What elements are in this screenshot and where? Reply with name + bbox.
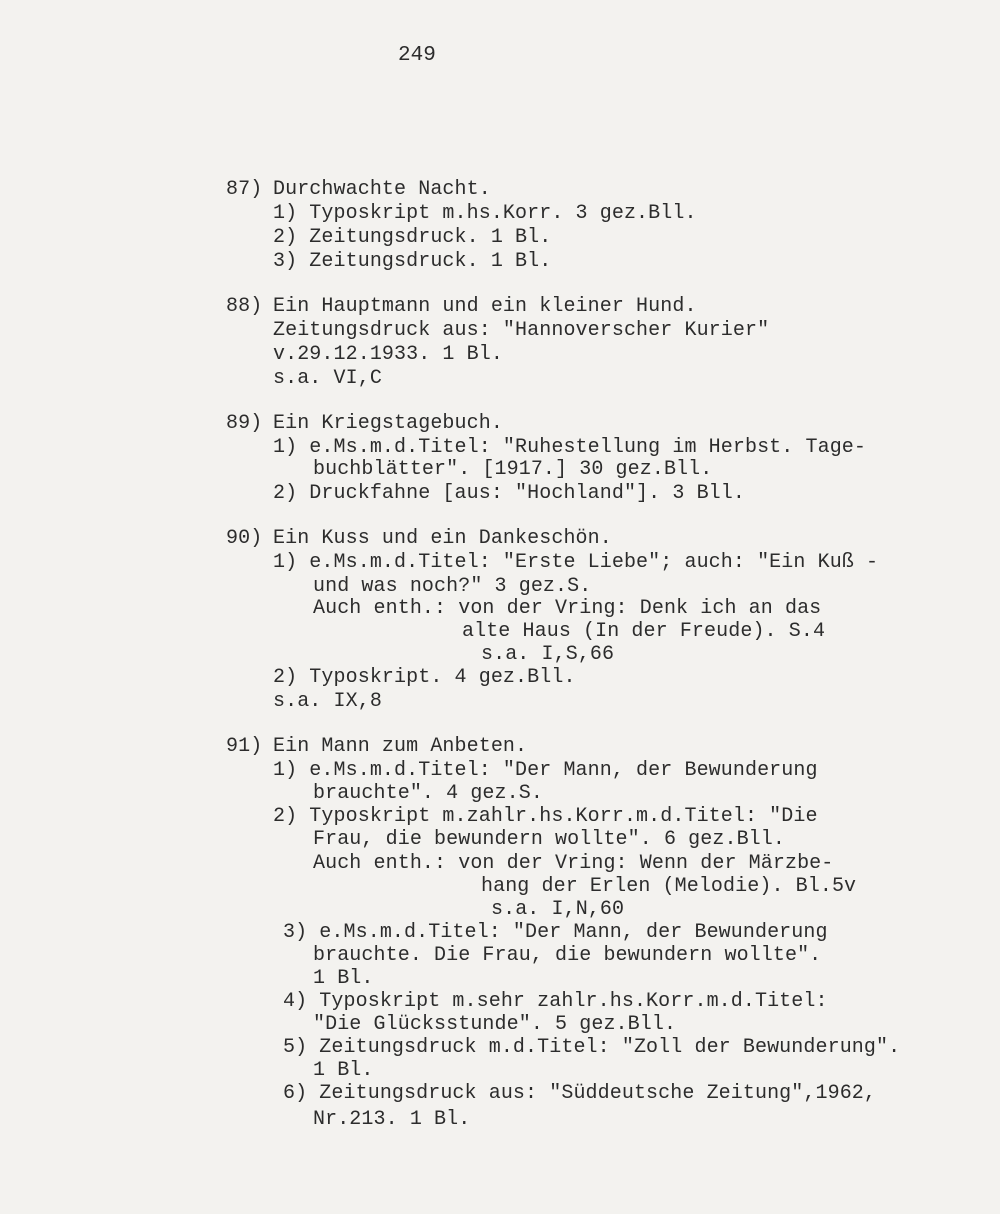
entry-title: Durchwachte Nacht. (273, 178, 491, 201)
entry-line: Auch enth.: von der Vring: Wenn der Märzbe- (313, 852, 834, 875)
entry-line: s.a. IX,8 (273, 690, 382, 713)
entry-line: alte Haus (In der Freude). S.4 (462, 620, 826, 643)
entry-line: 2) Typoskript. 4 gez.Bll. (273, 666, 576, 689)
entry-line: v.29.12.1933. 1 Bl. (273, 343, 503, 366)
entry-line: brauchte". 4 gez.S. (313, 782, 543, 805)
entry-line: 1) e.Ms.m.d.Titel: "Ruhestellung im Herbst. Tage- (273, 436, 866, 459)
entry-line: und was noch?" 3 gez.S. (313, 575, 592, 598)
entry-title: Ein Hauptmann und ein kleiner Hund. (273, 295, 697, 318)
entry-line: Frau, die bewundern wollte". 6 gez.Bll. (313, 828, 785, 851)
entry-number: 91) (226, 735, 263, 758)
entry-line: 1 Bl. (313, 1059, 374, 1082)
entry-number: 89) (226, 412, 263, 435)
entry-line: 6) Zeitungsdruck aus: "Süddeutsche Zeitung",1962, (283, 1082, 876, 1105)
entry-line: 3) e.Ms.m.d.Titel: "Der Mann, der Bewunderung (283, 921, 828, 944)
entry-line: s.a. I,S,66 (481, 643, 615, 666)
entry-number: 90) (226, 527, 263, 550)
entry-line: 2) Zeitungsdruck. 1 Bl. (273, 226, 552, 249)
entry-title: Ein Kuss und ein Dankeschön. (273, 527, 612, 550)
entry-title: Ein Mann zum Anbeten. (273, 735, 528, 758)
page-number: 249 (398, 44, 436, 67)
entry-line: 1) e.Ms.m.d.Titel: "Der Mann, der Bewunderung (273, 759, 818, 782)
entry-line: Auch enth.: von der Vring: Denk ich an das (313, 597, 822, 620)
entry-number: 88) (226, 295, 263, 318)
entry-line: s.a. VI,C (273, 367, 382, 390)
entry-line: hang der Erlen (Melodie). Bl.5v (481, 875, 857, 898)
entry-line: 1 Bl. (313, 967, 374, 990)
entry-line: 1) e.Ms.m.d.Titel: "Erste Liebe"; auch: "Ein Kuß - (273, 551, 879, 574)
entry-line: 3) Zeitungsdruck. 1 Bl. (273, 250, 552, 273)
entry-title: Ein Kriegstagebuch. (273, 412, 503, 435)
entry-line: s.a. I,N,60 (491, 898, 625, 921)
entry-number: 87) (226, 178, 263, 201)
entry-line: "Die Glücksstunde". 5 gez.Bll. (313, 1013, 677, 1036)
entry-line: buchblätter". [1917.] 30 gez.Bll. (313, 458, 713, 481)
entry-line: brauchte. Die Frau, die bewundern wollte". (313, 944, 822, 967)
entry-line: 2) Druckfahne [aus: "Hochland"]. 3 Bll. (273, 482, 745, 505)
entry-line: 2) Typoskript m.zahlr.hs.Korr.m.d.Titel: "Die (273, 805, 818, 828)
entry-line: 5) Zeitungsdruck m.d.Titel: "Zoll der Bewunderung". (283, 1036, 901, 1059)
entry-line: Zeitungsdruck aus: "Hannoverscher Kurier" (273, 319, 770, 342)
entry-line: 1) Typoskript m.hs.Korr. 3 gez.Bll. (273, 202, 697, 225)
entry-line: Nr.213. 1 Bl. (313, 1108, 471, 1131)
entry-line: 4) Typoskript m.sehr zahlr.hs.Korr.m.d.Titel: (283, 990, 828, 1013)
